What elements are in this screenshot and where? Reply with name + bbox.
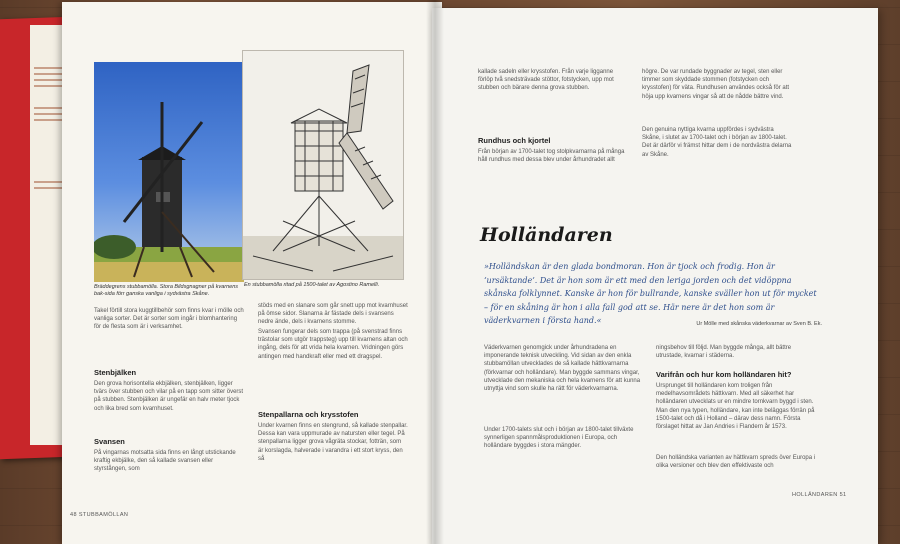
right-bottom-col2-paragraph: ningsbehov till följd. Man byggde många, allt bättre utrustade, kvarnar i städerna. [656, 345, 792, 360]
subhead-svansen: Svansen [94, 437, 125, 446]
subhead-stenpallarna: Stenpallarna och krysstofen [258, 410, 359, 419]
right-page [432, 8, 878, 544]
right-page-footer: HOLLÄNDAREN 51 [792, 492, 847, 498]
subhead-stenbjalken: Stenbjälken [94, 368, 137, 377]
left-page-footer: 48 STUBBAMÖLLAN [70, 512, 129, 518]
right-bottom-col1-paragraph-2: Under 1700-talets slut och i början av 1800-talet tillväxte synnerligen spannmålsproduktionen i Europa, och holländare byggdes i stora mängder. [484, 427, 634, 450]
left-col1-paragraph-3: På vingarnas motsatta sida finns en långt utstickande kraftig ekbjälke, den så kallade svansen eller styrstången, som [94, 450, 236, 473]
left-page [62, 2, 442, 544]
subhead-vartran: Varifrån och hur kom holländaren hit? [656, 370, 792, 379]
left-col2-paragraph-3: Under kvarnen finns en stengrund, så kallade stenpallar. Dessa kan vara uppmurade av natursten eller tegel. På stenpallarna ligger grova vågräta stockar, fotträn, som är korslagda, halverade i varandra i ett stort kryss, den så [258, 423, 408, 462]
right-top-col1-paragraph: kallade sadeln eller krysstofen. Från varje ligganne förlöp två snedsträvade stöttor, fotstycken, upp mot stubben och bärare denna grova stubben. [478, 69, 614, 92]
windmill-photo [94, 62, 244, 282]
left-col1-paragraph-1: Takel förtill stora kuggtillbehör som finns kvar i mölle och vanliga sorter. Det är sorter som ingår i blomhantering för de flesta som är i verksamhet. [94, 308, 244, 331]
engraving-caption: En stubbamölla ritad på 1500-talet av Agostino Ramelli. [244, 282, 380, 288]
subhead-rundhus: Rundhus och kjortel [478, 136, 551, 145]
right-top-col1-paragraph-2: Från början av 1700-talet tog stolpkvarnarna på många håll rundhus med dessa blev under århundradet allt [478, 149, 625, 164]
right-bottom-col1-paragraph: Väderkvarnen genomgick under århundradena en imponerande teknisk utveckling. Vid sidan av den enkla stubbamöllan utvecklades de så kallade hättkvarnarna (förkvarnar och holländare). Man byggde sammans vingar, utvecklade den mekaniska och hela kvarnens för att kunna utnyttja vind som skulle ha rätt för väderkvarnarna. [484, 345, 641, 393]
right-bottom-col2-paragraph-2: Ursprunget till holländaren kom troligen från medelhavsområdets hättkvarn. Med all säkerhet har holländaren utvecklats ur en mindre tornkvarn byggd i sten. Man den nya typen, holländare, kan inte beläggas förrän på 1500-talet och då i Holland – därav dess namn. Första förslaget hittat av Jan Andries i Flandern år 1573. [656, 383, 815, 431]
chapter-quote: »Holländskan är den glada bondmoran. Hon är tjock och frodig. Hon är ‘ursäktande’. Det är hon som är ett med den leriga jorden och det vidöppna skånska folklynnet. Kanske är hon för bullrande, kanske sväller hon ut för mycket – för en skåning är hon i alla fall god att se. Här nere är det hon som är väderkvarnen i första hand.« [484, 262, 817, 325]
book-gutter-shadow [426, 0, 444, 544]
left-col1-paragraph-2: Den grova horisontella ekbjälken, stenbjälken, ligger tvärs över stubben och vilar på en tapp som sitter överst på stubben. Stenbjälken är ungefär en halv meter tjock och lika bred som kvarnhuset. [94, 381, 244, 412]
windmill-engraving [242, 50, 404, 280]
quote-attribution: Ur Mölle med skånska väderkvarnar av Sven B. Ek. [696, 321, 822, 327]
left-col2-paragraph-2: Svansen fungerar dels som trappa (på svenstrad finns trästolar som utgör trappsteg) upp till kvarnens altan och ingång, dels för att vrida hela kvarnen. Vridningen görs antingen med handkraft eller med ett dragspel. [258, 329, 408, 360]
right-bottom-col2-paragraph-3: Den holländska varianten av hättkvarn spreds över Europa i olika versioner och blev den effektivaste och [656, 455, 816, 470]
photo-caption: Bräddegrens stubbamölla. Stora Bildsgnagner på kvarnens bak-sida förr ganska vanliga i sydvästra Skåne. [94, 284, 239, 297]
right-top-col2-paragraph: högre. De var rundade byggnader av tegel, sten eller timmer som skyddade stommen (fotstycken och krysstofen) för väta. Rundhusen användes också för att höja upp kvarnens vingar så att de nådde bättre vind. [642, 69, 790, 100]
left-col2-paragraph-1: stöds med en slanare som går snett upp mot kvarnhuset på ömse sidor. Slanarna är fästade dels i svansens nedre ände, dels i kvarnens stomme. [258, 303, 408, 326]
right-top-col2-paragraph-2: Den genuina nyttiga kvarna uppfördes i sydvästra Skåne, i slutet av 1700-talet och i början av 1800-talet. Det är därför vi främst hittar dem i de nordvästra delarna av Skåne. [642, 127, 792, 158]
chapter-title: Holländaren [480, 224, 613, 246]
